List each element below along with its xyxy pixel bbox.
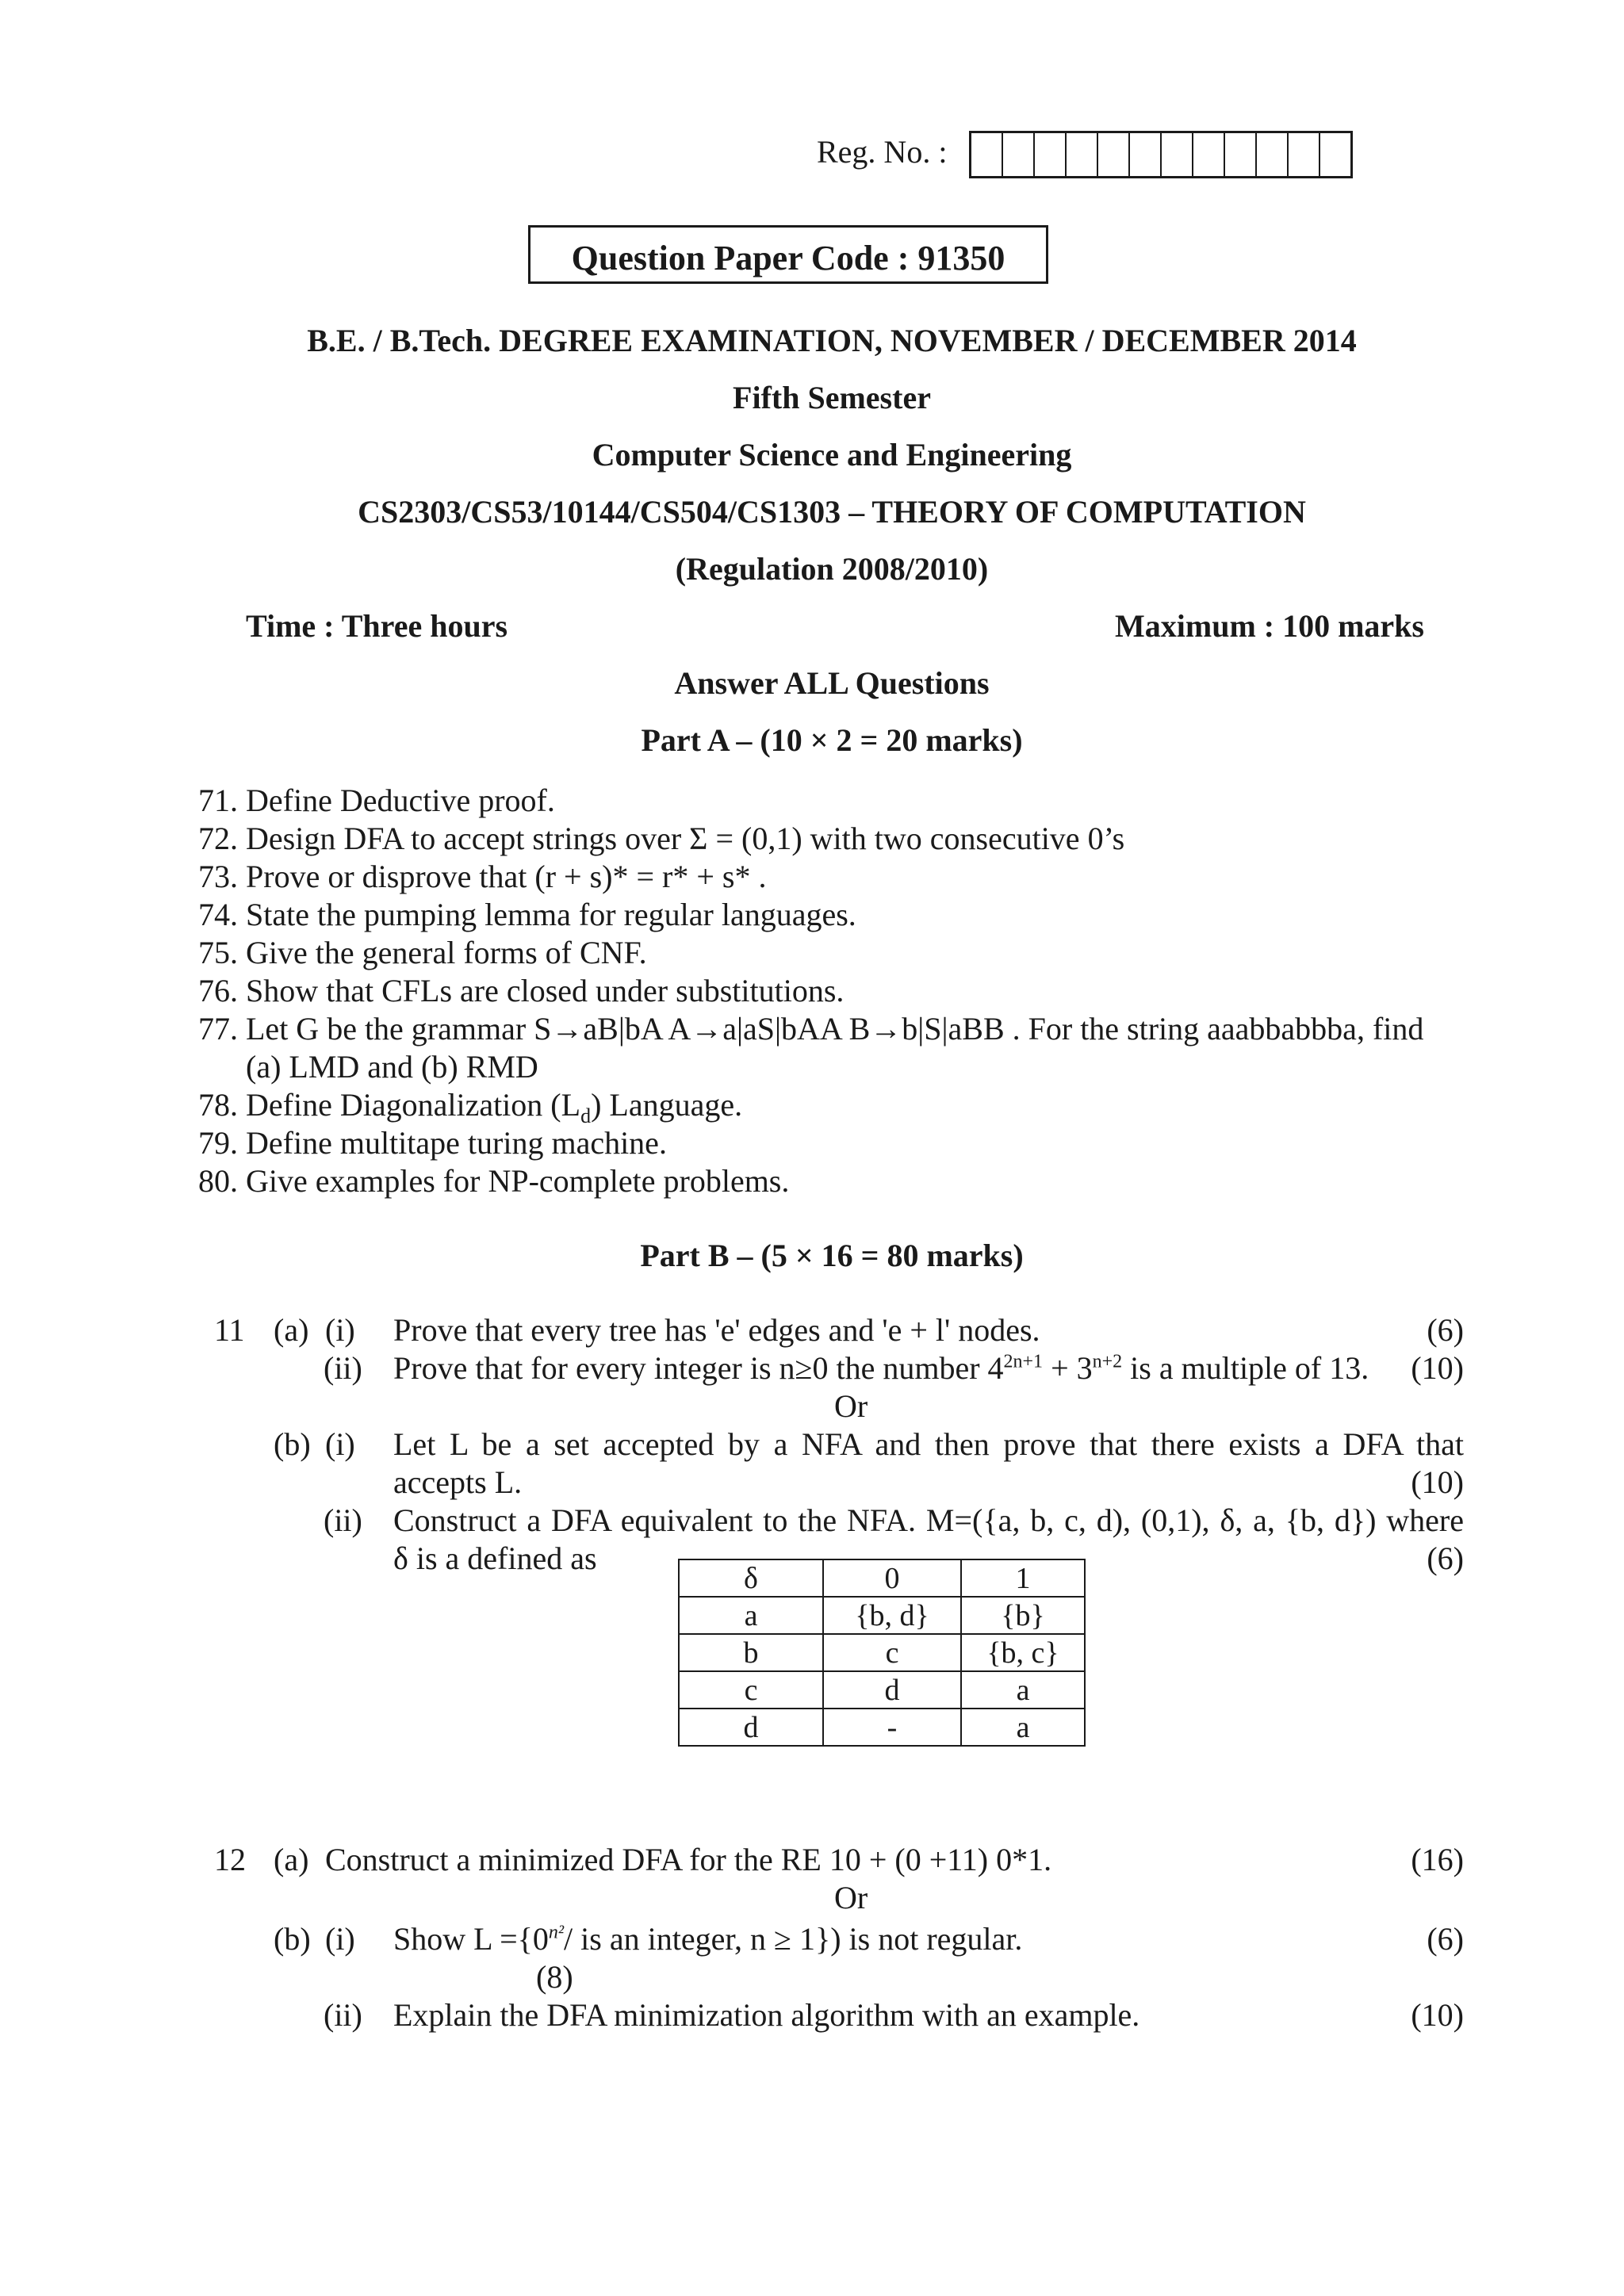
table-cell: d [823,1671,961,1709]
q11-a-i-label: (i) [325,1312,355,1348]
q11-or: Or [834,1388,868,1424]
q12-number: 12 [214,1842,246,1877]
question-77-cont: (a) LMD and (b) RMD [246,1049,538,1085]
table-row [679,1709,1085,1746]
table-row [679,1671,1085,1709]
question-73: 73. Prove or disprove that (r + s)* = r* + s* . [198,859,767,894]
table-cell: {b, d} [823,1597,961,1634]
q11-a-ii-sup1: 2n+1 [1003,1351,1044,1372]
table-cell: a [961,1671,1085,1709]
q12-a-text: Construct a minimized DFA for the RE 10 + (0 +11) 0*1. [325,1842,1052,1877]
q12-b-i-label: (i) [325,1921,355,1957]
reg-no-label: Reg. No. : [817,134,948,170]
question-71: 71. Define Deductive proof. [198,783,555,818]
q11-number: 11 [214,1312,245,1348]
q11-a-ii-part3: is a multiple of 13. [1122,1350,1369,1386]
q12-b-ii-text: Explain the DFA minimization algorithm with an example. [393,1997,1140,2033]
q11-a-label: (a) [274,1312,309,1348]
q11-b-ii-label: (ii) [324,1502,362,1538]
q12-a-marks: (16) [1411,1842,1464,1877]
q11-a-ii-sup2: n+2 [1092,1351,1123,1372]
question-80: 80. Give examples for NP-complete problems. [198,1163,790,1199]
q11-b-i-marks: (10) [1411,1464,1464,1500]
table-header-cell: 0 [823,1559,961,1597]
reg-box [1130,133,1162,176]
table-cell: c [679,1671,823,1709]
question-78-sub: d [580,1104,592,1127]
table-cell: a [679,1597,823,1634]
q11-a-i-text: Prove that every tree has 'e' edges and 'e + l' nodes. [393,1312,1040,1348]
q12-b-i-part2: / is an integer, n ≥ 1}) is not regular. [564,1921,1023,1957]
table-row [679,1634,1085,1671]
q11-a-ii-marks: (10) [1411,1350,1464,1386]
question-75: 75. Give the general forms of CNF. [198,935,647,970]
q12-b-ii-marks: (10) [1411,1997,1464,2033]
q11-a-ii-text [393,1349,1369,1387]
question-78-text: 78. Define Diagonalization (L [198,1087,581,1123]
question-77: 77. Let G be the grammar S→aB|bA A→a|aS|bAA B→b|S|aBB . For the string aaabbabbba, find [198,1011,1424,1047]
q12-b-label: (b) [274,1921,311,1957]
reg-box [1257,133,1289,176]
question-74: 74. State the pumping lemma for regular languages. [198,897,856,932]
reg-box [1098,133,1130,176]
reg-box [1035,133,1067,176]
question-79: 79. Define multitape turing machine. [198,1125,667,1161]
q11-b-i-text-2: accepts L. [393,1464,523,1500]
q11-a-ii-label: (ii) [324,1350,362,1386]
semester: Fifth Semester [733,380,931,415]
part-a-heading: Part A – (10 × 2 = 20 marks) [641,722,1023,758]
department: Computer Science and Engineering [592,437,1072,473]
reg-no-boxes [969,131,1353,178]
q12-b-ii-label: (ii) [324,1997,362,2033]
table-cell: a [961,1709,1085,1746]
q12-a-label: (a) [274,1842,309,1877]
table-cell: b [679,1634,823,1671]
q12-b-i-extra: (8) [536,1959,573,1995]
q11-b-label: (b) [274,1426,311,1462]
q11-a-ii-part1: Prove that for every integer is n≥0 the number 4 [393,1350,1004,1386]
transition-table [678,1559,1086,1747]
part-b-heading: Part B – (5 × 16 = 80 marks) [640,1238,1024,1273]
table-cell: - [823,1709,961,1746]
reg-box [1289,133,1320,176]
q12-b-i-text [393,1920,1022,1957]
reg-box [1067,133,1098,176]
question-72: 72. Design DFA to accept strings over Σ = (0,1) with two consecutive 0’s [198,821,1125,856]
q11-b-i-label: (i) [325,1426,355,1462]
question-78-text-end: ) Language. [591,1087,743,1123]
reg-box [1193,133,1225,176]
instruction: Answer ALL Questions [674,665,990,701]
q11-b-ii-marks: (6) [1427,1540,1464,1576]
q11-b-i-text-1: Let L be a set accepted by a NFA and then prove that there exists a DFA that [393,1426,1464,1462]
table-row [679,1597,1085,1634]
paper-code-box: Question Paper Code : 91350 [528,225,1048,284]
question-76: 76. Show that CFLs are closed under substitutions. [198,973,845,1008]
exam-title: B.E. / B.Tech. DEGREE EXAMINATION, NOVEMBER / DECEMBER 2014 [307,323,1357,358]
table-cell: {b, c} [961,1634,1085,1671]
question-78 [198,1086,742,1128]
regulation: (Regulation 2008/2010) [675,551,989,587]
q11-a-ii-part2: + 3 [1043,1350,1093,1386]
reg-box [1225,133,1257,176]
q12-b-i-sup: n² [548,1922,565,1943]
table-cell: c [823,1634,961,1671]
course-title: CS2303/CS53/10144/CS504/CS1303 – THEORY OF COMPUTATION [358,494,1306,530]
max-marks-label: Maximum : 100 marks [1115,608,1424,644]
time-label: Time : Three hours [246,608,508,644]
table-header-cell: δ [679,1559,823,1597]
q12-or: Or [834,1880,868,1915]
reg-box [1320,133,1350,176]
table-header-row [679,1559,1085,1597]
q11-b-ii-text-1: Construct a DFA equivalent to the NFA. M=({a, b, c, d), (0,1), δ, a, {b, d}) where [393,1502,1464,1538]
table-cell: {b} [961,1597,1085,1634]
q12-b-i-part1: Show L ={0 [393,1921,549,1957]
reg-box [971,133,1003,176]
q11-b-ii-text-2: δ is a defined as [393,1540,597,1576]
table-header-cell: 1 [961,1559,1085,1597]
q12-b-i-marks: (6) [1427,1921,1464,1957]
reg-box [1162,133,1193,176]
q11-a-i-marks: (6) [1427,1312,1464,1348]
table-cell: d [679,1709,823,1746]
reg-box [1003,133,1035,176]
